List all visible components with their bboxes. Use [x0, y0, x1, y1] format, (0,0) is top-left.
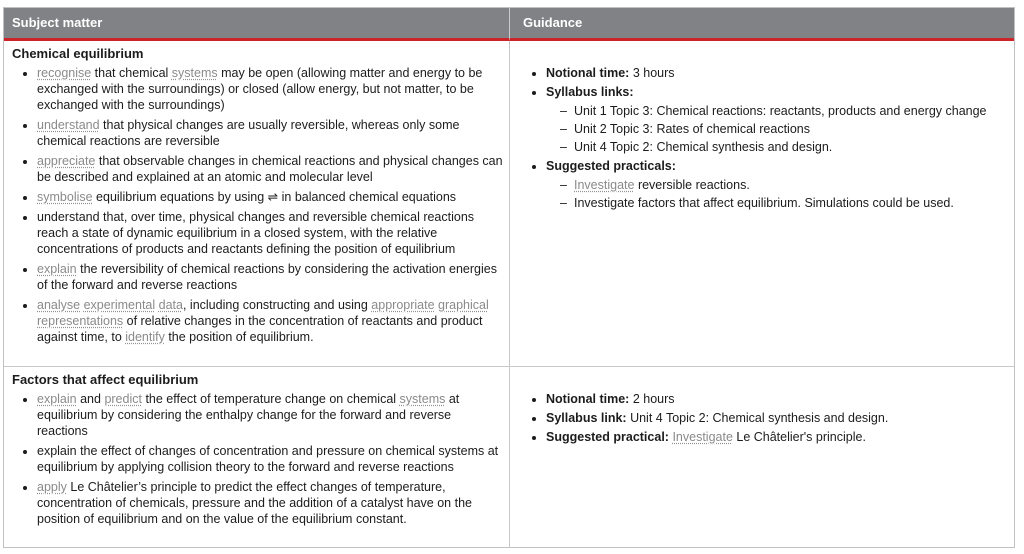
guidance-sub-item	[560, 177, 1004, 193]
guidance-item	[546, 158, 1004, 211]
topic-heading-factors-that-affect-equilibrium: Factors that affect equilibrium	[12, 372, 199, 387]
glossary-term-link[interactable]: apply	[37, 480, 67, 494]
glossary-term-link[interactable]: explain	[37, 262, 77, 276]
column-header-guidance	[509, 8, 1014, 41]
bold-label: Syllabus links:	[546, 85, 634, 99]
text-run: explain the effect of changes of concentration and pressure on chemical systems at equilibrium by applying collision theory to the forward and reverse reactions	[37, 444, 499, 474]
glossary-term-link[interactable]: Investigate	[574, 178, 635, 192]
cell-subject-chemical-equilibrium	[4, 41, 509, 366]
guidance-sub-item	[560, 195, 1004, 211]
glossary-term-link[interactable]: systems	[171, 66, 218, 80]
text-run: 3 hours	[629, 66, 675, 80]
topic-heading-chemical-equilibrium: Chemical equilibrium	[12, 46, 144, 61]
subject-bullet	[37, 65, 505, 113]
guidance-item	[546, 84, 1004, 155]
bold-label: Suggested practicals:	[546, 159, 676, 173]
text-run: at equilibrium by considering the enthalpy change for the forward and reverse reactions	[37, 392, 460, 438]
glossary-term-link[interactable]: symbolise	[37, 190, 93, 204]
glossary-term-link[interactable]: analyse	[37, 298, 81, 312]
text-run: Unit 2 Topic 3: Rates of chemical reactions	[574, 122, 810, 136]
glossary-term-link[interactable]: understand	[37, 118, 100, 132]
glossary-term-link[interactable]: appropriate	[371, 298, 435, 312]
glossary-term-link[interactable]: systems	[399, 392, 446, 406]
subject-bullet	[37, 479, 505, 527]
glossary-term-link[interactable]: Investigate	[672, 430, 733, 444]
text-run: that observable changes in chemical reactions and physical changes can be described and explained at an atomic and molecular level	[37, 154, 503, 184]
subject-bullet	[37, 189, 505, 205]
guidance-item	[546, 391, 1004, 407]
text-run: Le Châtelier's principle.	[732, 430, 866, 444]
column-header-subject-matter-label: Subject matter	[12, 15, 103, 30]
text-run: Unit 4 Topic 2: Chemical synthesis and design.	[626, 411, 889, 425]
subject-bullet	[37, 117, 505, 149]
text-run: 2 hours	[629, 392, 675, 406]
guidance-sub-item	[560, 139, 1004, 155]
bold-label: Syllabus link:	[546, 411, 627, 425]
glossary-term-link[interactable]: identify	[125, 330, 165, 344]
guidance-sub-item-list	[546, 103, 1004, 155]
syllabus-table	[3, 7, 1015, 548]
guidance-item	[546, 410, 1004, 426]
text-run: equilibrium equations by using ⇌ in balanced chemical equations	[92, 190, 457, 204]
text-run: of relative changes in the concentration of reactants and product against time, to	[37, 314, 483, 344]
cell-guidance-factors-that-affect-equilibrium	[509, 366, 1014, 547]
subject-bullet-list	[12, 65, 505, 345]
text-run: and	[76, 392, 105, 406]
subject-bullet	[37, 153, 505, 185]
cell-subject-factors-that-affect-equilibrium	[4, 366, 509, 547]
guidance-sub-item	[560, 103, 1004, 119]
text-run: , including constructing and using	[182, 298, 372, 312]
glossary-term-link[interactable]: graphical	[438, 298, 489, 312]
subject-bullet	[37, 297, 505, 345]
bold-label: Notional time:	[546, 392, 630, 406]
text-run: that chemical	[91, 66, 172, 80]
text-run: Le Châtelier’s principle to predict the effect changes of temperature, concentration of chemicals, pressure and the addition of a catalyst have on the position of equilibrium and on the value of the equilibrium constant.	[37, 480, 472, 526]
cell-guidance-chemical-equilibrium	[509, 41, 1014, 366]
subject-bullet	[37, 391, 505, 439]
text-run: Unit 4 Topic 2: Chemical synthesis and design.	[574, 140, 833, 154]
glossary-term-link[interactable]: recognise	[37, 66, 92, 80]
guidance-item-list	[524, 391, 1004, 445]
guidance-item	[546, 65, 1004, 81]
guidance-sub-item	[560, 121, 1004, 137]
subject-bullet-list	[12, 391, 505, 527]
bold-label: Suggested practical:	[546, 430, 669, 444]
glossary-term-link[interactable]: predict	[104, 392, 142, 406]
subject-bullet	[37, 443, 505, 475]
text-run: the reversibility of chemical reactions by considering the activation energies of the forward and reverse reactions	[37, 262, 497, 292]
glossary-term-link[interactable]: representations	[37, 314, 124, 328]
subject-bullet	[37, 261, 505, 293]
bold-label: Notional time:	[546, 66, 630, 80]
text-run: understand that, over time, physical changes and reversible chemical reactions reach a state of dynamic equilibrium in a closed system, with the relative concentrations of products and reactants defining the position of equilibrium	[37, 210, 475, 256]
text-run: Unit 1 Topic 3: Chemical reactions: reactants, products and energy change	[574, 104, 987, 118]
glossary-term-link[interactable]: experimental	[83, 298, 156, 312]
glossary-term-link[interactable]: explain	[37, 392, 77, 406]
glossary-term-link[interactable]: data	[158, 298, 183, 312]
text-run: that physical changes are usually reversible, whereas only some chemical reactions are reversible	[37, 118, 460, 148]
subject-bullet	[37, 209, 505, 257]
text-run: the position of equilibrium.	[164, 330, 314, 344]
text-run: may be open (allowing matter and energy to be exchanged with the surroundings) or closed (allow energy, but not matter, to be exchanged with the surroundings)	[37, 66, 483, 112]
text-run: the effect of temperature change on chemical	[141, 392, 400, 406]
text-run: Investigate factors that affect equilibrium. Simulations could be used.	[574, 196, 954, 210]
guidance-item	[546, 429, 1004, 445]
text-run: reversible reactions.	[634, 178, 750, 192]
guidance-item-list	[524, 65, 1004, 211]
glossary-term-link[interactable]: appreciate	[37, 154, 96, 168]
guidance-sub-item-list	[546, 177, 1004, 211]
column-header-subject-matter	[4, 8, 509, 41]
column-header-guidance-label: Guidance	[523, 15, 583, 30]
